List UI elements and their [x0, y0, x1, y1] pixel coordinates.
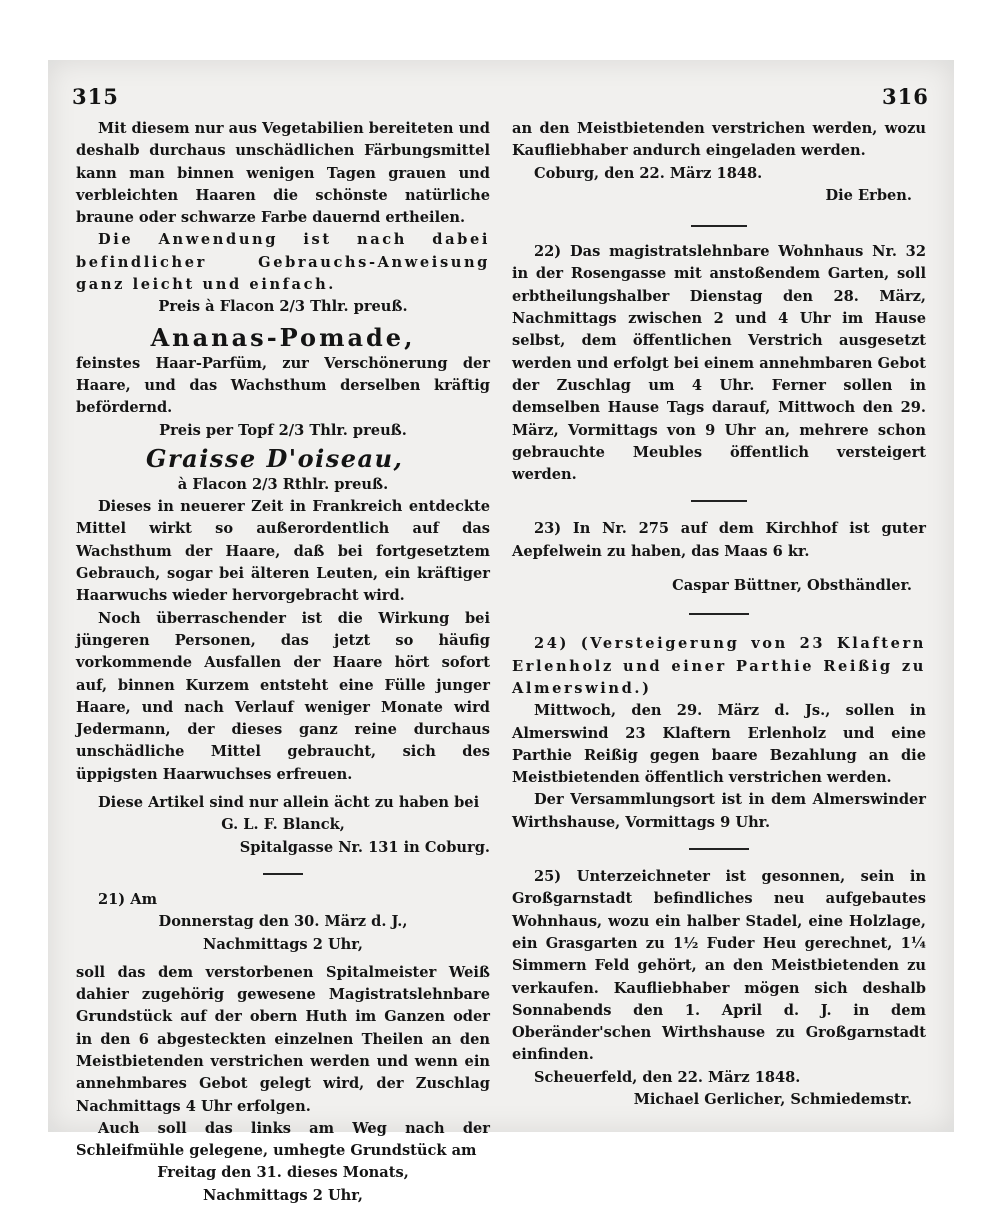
right-column	[512, 118, 926, 1111]
notice-25-place-date: Scheuerfeld, den 22. März 1848.	[534, 1068, 801, 1086]
dye-description: Mit diesem nur aus Vegetabilien bereiteten und deshalb durchaus unschädlichen Färbungsmittel kann man binnen wenigen Tagen grauen und verbleichten Haaren die schönste natürliche braune oder schwarze Farbe dauernd ertheilen.	[76, 120, 490, 227]
pomade-description: feinstes Haar-Parfüm, zur Verschönerung der Haare, und das Wachsthum derselben kräftig befördernd.	[76, 354, 490, 417]
left-column	[76, 118, 490, 1207]
seller-name: G. L. F. Blanck,	[221, 816, 345, 834]
pomade-price: Preis per Topf 2/3 Thlr. preuß.	[159, 421, 407, 439]
dye-usage: Die Anwendung ist nach dabei befindlicher Gebrauchs-Anweisung ganz leicht und einfach.	[76, 231, 490, 294]
dye-price: Preis à Flacon 2/3 Thlr. preuß.	[158, 298, 408, 316]
notice-21-text: soll das dem verstorbenen Spitalmeister Weiß dahier zugehörig gewesene Magistratslehnbare Grundstück auf der obern Huth im Ganzen oder in den 6 abgesteckten einzelnen Theilen an den Meistbietenden verstrichen werden und wenn ein annehmbares Gebot gelegt wird, der Zuschlag Nachmittags 4 Uhr erfolgen.	[76, 963, 490, 1115]
graisse-effect: Noch überraschender ist die Wirkung bei jüngeren Personen, das jetzt so häufig vorkommende Ausfallen der Haare hört sofort auf, binnen Kurzem entsteht eine Fülle junger Haare, und nach Verlauf weniger Monate wird Jedermann, der dieses ganz reine durchaus unschädliche Mittel gebraucht, sich des üppigsten Haarwuchses erfreuen.	[76, 609, 490, 783]
notice-21-place-date: Coburg, den 22. März 1848.	[534, 164, 763, 182]
notice-21-date: Donnerstag den 30. März d. J.,	[158, 913, 408, 931]
pomade-title: Ananas-Pomade,	[150, 322, 416, 352]
notice-21-heading: 21) Am	[98, 890, 158, 908]
notice-21-time-2: Nachmittags 2 Uhr,	[203, 1186, 363, 1204]
notice-21-signature: Die Erben.	[825, 186, 912, 204]
page-number-right: 316	[882, 84, 929, 109]
divider	[691, 225, 747, 227]
notice-25-signature: Michael Gerlicher, Schmiedemstr.	[633, 1090, 912, 1108]
notice-24-text: Mittwoch, den 29. März d. Js., sollen in Almerswind 23 Klaftern Erlenholz und eine Parthie Reißig gegen baare Bezahlung an die Meistbietenden öffentlich verstrichen werden.	[512, 702, 926, 787]
notice-21-continuation: an den Meistbietenden verstrichen werden, wozu Kaufliebhaber andurch eingeladen werden.	[512, 120, 926, 160]
notice-21-date-2: Freitag den 31. dieses Monats,	[157, 1164, 409, 1182]
graisse-description: Dieses in neuerer Zeit in Frankreich entdeckte Mittel wirkt so außerordentlich auf das Wachsthum der Haare, daß bei fortgesetztem Gebrauch, sogar bei älteren Leuten, ein kräftiger Haarwuchs wieder hervorgebracht wird.	[76, 498, 490, 605]
graisse-price: à Flacon 2/3 Rthlr. preuß.	[177, 475, 389, 493]
seller-address: Spitalgasse Nr. 131 in Coburg.	[239, 838, 490, 856]
page-number-left: 315	[72, 84, 119, 109]
notice-25-text: 25) Unterzeichneter ist gesonnen, sein in Großgarnstadt befindliches neu aufgebautes Wohnhaus, wozu ein halber Stadel, eine Holzlage, ein Grasgarten zu 1½ Fuder Heu gerechnet, 1¼ Simmern Feld gehört, an den Meistbietenden zu verkaufen. Kaufliebhaber mögen sich deshalb Sonnabends den 1. April d. J. in dem Oberänder'schen Wirthshause zu Großgarnstadt einfinden.	[512, 868, 926, 1064]
notice-21-time: Nachmittags 2 Uhr,	[203, 935, 363, 953]
graisse-title: Graisse D'oiseau,	[146, 443, 404, 473]
notice-22-text: 22) Das magistratslehnbare Wohnhaus Nr. 32 in der Rosengasse mit anstoßendem Garten, soll erbtheilungshalber Dienstag den 28. März, Nachmittags zwischen 2 und 4 Uhr im Hause selbst, dem öffentlichen Verstrich ausgesetzt werden und erfolgt bei einem annehmbaren Gebot der Zuschlag um 4 Uhr. Ferner sollen in demselben Hause Tags darauf, Mittwoch den 29. März, Vormittags von 9 Uhr an, mehrere schon gebrauchte Meubles öffentlich versteigert werden.	[512, 243, 926, 484]
divider	[691, 500, 747, 502]
notice-23-text: 23) In Nr. 275 auf dem Kirchhof ist guter Aepfelwein zu haben, das Maas 6 kr.	[512, 520, 926, 560]
divider	[689, 848, 749, 850]
notice-21-text-2: Auch soll das links am Weg nach der Schleifmühle gelegene, umhegte Grundstück am	[76, 1119, 490, 1160]
notice-24-heading: 24) (Versteigerung von 23 Klaftern Erlenholz und einer Parthie Reißig zu Almerswind.)	[512, 635, 926, 697]
availability-note: Diese Artikel sind nur allein ächt zu haben bei	[98, 794, 480, 812]
divider	[263, 873, 303, 875]
divider	[689, 613, 749, 615]
notice-23-signature: Caspar Büttner, Obsthändler.	[672, 577, 912, 595]
notice-24-text-2: Der Versammlungsort ist in dem Almerswinder Wirthshause, Vormittags 9 Uhr.	[512, 791, 926, 831]
